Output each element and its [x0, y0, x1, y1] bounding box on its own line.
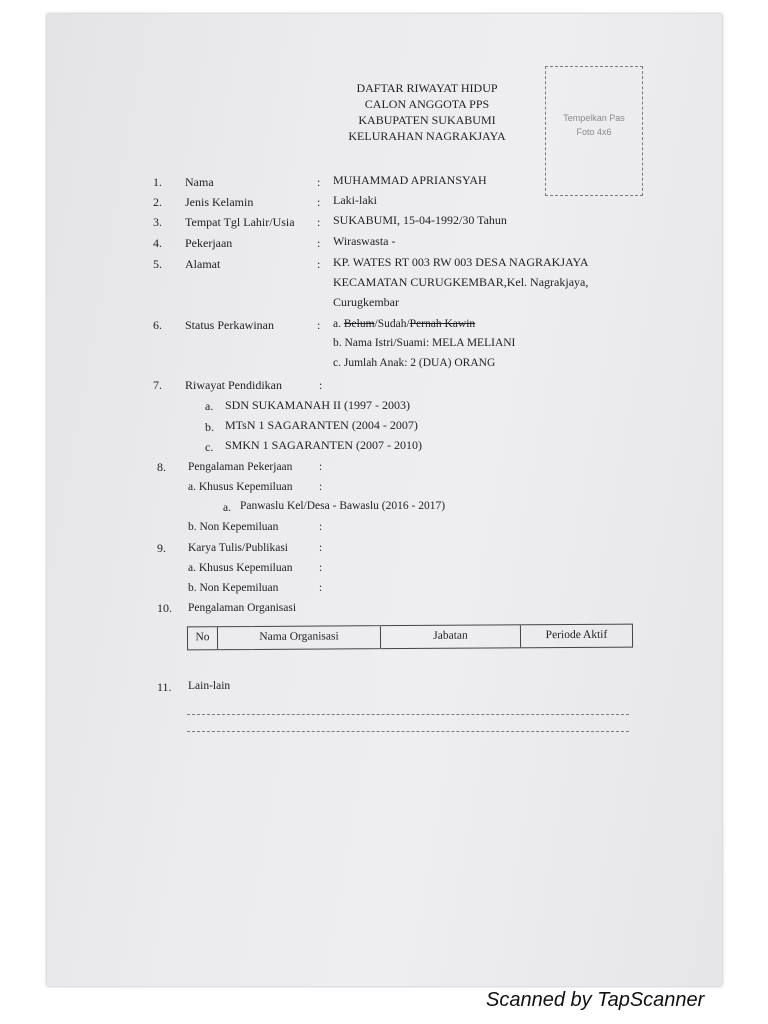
- field-colon: :: [317, 257, 321, 271]
- field-label-organization: Pengalaman Organisasi: [188, 602, 297, 614]
- work-item: Panwaslu Kel/Desa - Bawaslu (2016 - 2017): [240, 500, 446, 512]
- photo-placeholder-box: [545, 66, 643, 196]
- field-number: 2.: [153, 195, 162, 209]
- doc-title-line4: KELURAHAN NAGRAKJAYA: [348, 129, 506, 143]
- field-number: 9.: [157, 541, 166, 555]
- field-colon: :: [317, 236, 321, 250]
- field-number: 5.: [153, 257, 162, 271]
- field-colon: :: [319, 481, 323, 493]
- marital-selected-sudah: /Sudah/: [374, 318, 410, 330]
- sub-label-non-electoral: b. Non Kepemiluan: [188, 521, 279, 533]
- field-label-birth: Tempat Tgl Lahir/Usia: [185, 215, 295, 229]
- scanned-paper: [47, 14, 722, 986]
- marital-option-line: [333, 316, 475, 332]
- sub-label-electoral: a. Khusus Kepemiluan: [188, 481, 293, 493]
- field-label-occupation: Pekerjaan: [185, 236, 233, 250]
- field-colon: :: [319, 562, 323, 574]
- sub-label-electoral: a. Khusus Kepemiluan: [188, 562, 293, 574]
- photo-placeholder-line2: Foto 4x6: [576, 127, 612, 137]
- photo-placeholder-line1: Tempelkan Pas: [563, 113, 625, 123]
- dotted-line: [187, 714, 629, 715]
- field-value-address-line1: KP. WATES RT 003 RW 003 DESA NAGRAKJAYA: [333, 255, 589, 269]
- field-colon: :: [317, 195, 321, 209]
- field-colon: :: [319, 378, 323, 392]
- field-label-work: Pengalaman Pekerjaan: [188, 461, 293, 473]
- field-label-gender: Jenis Kelamin: [185, 195, 254, 209]
- field-colon: :: [319, 521, 323, 533]
- table-header-no: No: [188, 627, 218, 649]
- education-item: SDN SUKAMANAH II (1997 - 2003): [225, 398, 410, 412]
- doc-title-line3: KABUPATEN SUKABUMI: [358, 113, 496, 127]
- field-colon: :: [317, 318, 321, 332]
- field-label-education: Riwayat Pendidikan: [185, 378, 282, 392]
- field-value-address-line3: Curugkembar: [333, 295, 399, 309]
- marital-struck-belum: Belum: [343, 318, 375, 330]
- field-number: 7.: [153, 378, 162, 392]
- field-label-publications: Karya Tulis/Publikasi: [188, 542, 289, 554]
- field-colon: :: [319, 582, 323, 594]
- field-label-marital: Status Perkawinan: [185, 318, 274, 332]
- spouse-name: b. Nama Istri/Suami: MELA MELIANI: [333, 337, 516, 349]
- doc-title-line1: DAFTAR RIWAYAT HIDUP: [356, 81, 498, 95]
- children-count: c. Jumlah Anak: 2 (DUA) ORANG: [333, 357, 496, 369]
- list-item-letter: b.: [205, 420, 214, 434]
- table-header-org-name: Nama Organisasi: [218, 626, 381, 649]
- sub-label-non-electoral: b. Non Kepemiluan: [188, 582, 279, 594]
- field-colon: :: [317, 175, 321, 189]
- education-item: SMKN 1 SAGARANTEN (2007 - 2010): [225, 438, 422, 452]
- field-number: 10.: [157, 601, 172, 615]
- field-number: 11.: [157, 680, 172, 694]
- organization-table: [187, 624, 633, 651]
- field-number: 6.: [153, 318, 162, 332]
- field-value-name: MUHAMMAD APRIANSYAH: [333, 173, 487, 187]
- field-number: 8.: [157, 460, 166, 474]
- photo-placeholder-text: [546, 111, 642, 139]
- dotted-line: [187, 731, 629, 732]
- list-item-letter: a.: [205, 399, 214, 413]
- field-number: 3.: [153, 215, 162, 229]
- marital-prefix: a.: [333, 318, 344, 330]
- table-header-position: Jabatan: [381, 625, 521, 648]
- field-number: 4.: [153, 236, 162, 250]
- field-label-name: Nama: [185, 175, 214, 189]
- table-header-period: Periode Aktif: [545, 628, 608, 642]
- list-item-letter: c.: [205, 440, 214, 454]
- field-value-gender: Laki-laki: [333, 193, 377, 207]
- marital-struck-pernah: Pernah Kawin: [409, 318, 476, 330]
- field-value-occupation: Wiraswasta -: [333, 234, 396, 248]
- field-colon: :: [317, 215, 321, 229]
- field-value-birth: SUKABUMI, 15-04-1992/30 Tahun: [333, 213, 507, 227]
- doc-title-line2: CALON ANGGOTA PPS: [364, 97, 490, 111]
- field-label-address: Alamat: [185, 257, 221, 271]
- field-colon: :: [319, 542, 323, 554]
- field-label-other: Lain-lain: [188, 680, 231, 692]
- field-colon: :: [319, 461, 323, 473]
- field-value-address-line2: KECAMATAN CURUGKEMBAR,Kel. Nagrakjaya,: [333, 275, 589, 289]
- scanner-watermark: Scanned by TapScanner: [486, 989, 705, 1011]
- field-number: 1.: [153, 175, 162, 189]
- education-item: MTsN 1 SAGARANTEN (2004 - 2007): [225, 418, 418, 432]
- list-item-letter: a.: [223, 502, 231, 514]
